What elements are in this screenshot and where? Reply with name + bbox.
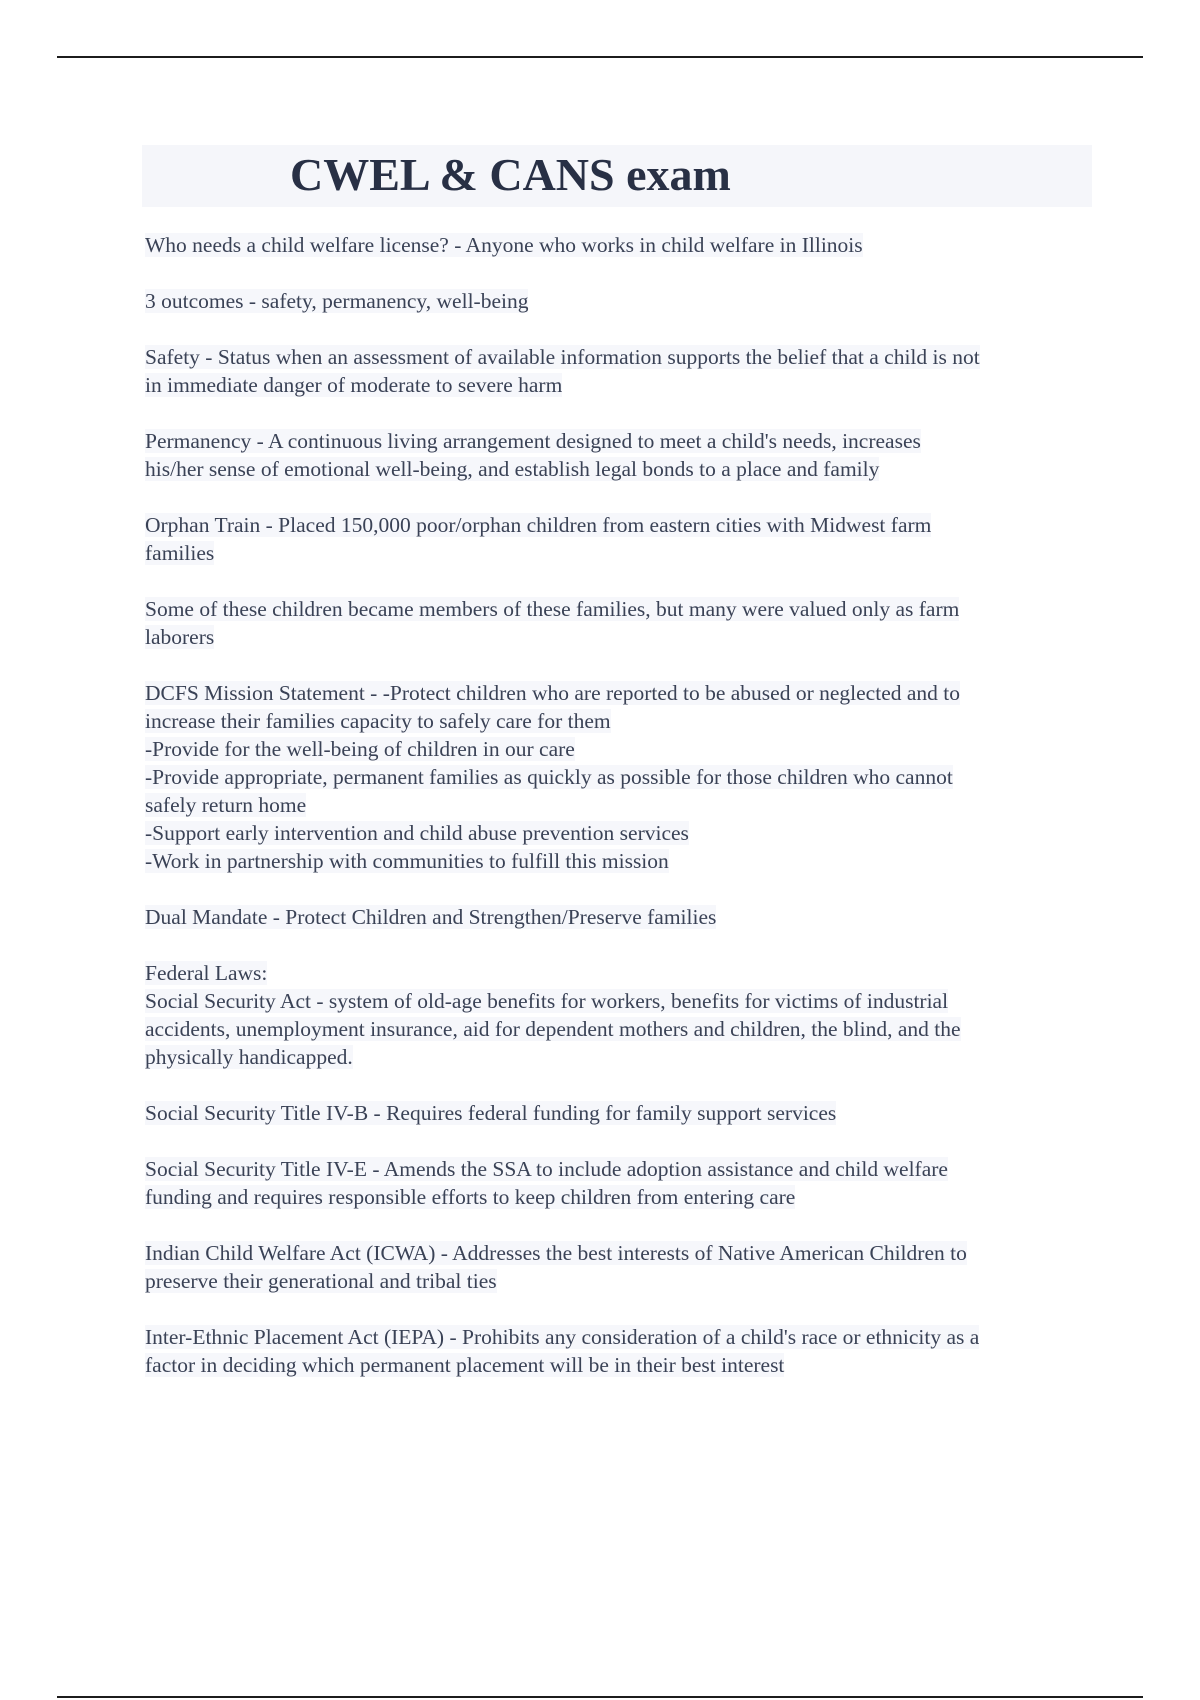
entry-orphan-train — [145, 511, 1095, 567]
entry-line: factor in deciding which permanent placement will be in their best interest — [145, 1353, 785, 1377]
entry-title-iv-e — [145, 1155, 1095, 1211]
entry-line: safely return home — [145, 793, 307, 817]
entry-line: Dual Mandate - Protect Children and Strengthen/Preserve families — [145, 905, 717, 929]
entry-line: his/her sense of emotional well-being, and establish legal bonds to a place and family — [145, 457, 880, 481]
entry-line: Some of these children became members of these families, but many were valued only as farm — [145, 597, 960, 621]
document-body — [145, 231, 1095, 1407]
entry-line: families — [145, 541, 215, 565]
entry-line: Orphan Train - Placed 150,000 poor/orphan children from eastern cities with Midwest farm — [145, 513, 932, 537]
entry-line: increase their families capacity to safely care for them — [145, 709, 611, 733]
entry-3-outcomes — [145, 287, 1095, 315]
entry-icwa — [145, 1239, 1095, 1295]
entry-dcfs-mission — [145, 679, 1095, 875]
entry-federal-laws — [145, 959, 1095, 1071]
entry-line: funding and requires responsible efforts to keep children from entering care — [145, 1185, 796, 1209]
entry-line: Social Security Title IV-E - Amends the SSA to include adoption assistance and child welfare — [145, 1157, 948, 1181]
entry-line: Social Security Act - system of old-age benefits for workers, benefits for victims of industrial — [145, 989, 949, 1013]
entry-line: -Provide for the well-being of children in our care — [145, 737, 575, 761]
entry-line: physically handicapped. — [145, 1045, 353, 1069]
entry-line: accidents, unemployment insurance, aid for dependent mothers and children, the blind, and the — [145, 1017, 961, 1041]
document-title: CWEL & CANS exam — [290, 149, 731, 200]
entry-line: -Support early intervention and child abuse prevention services — [145, 821, 689, 845]
entry-line: preserve their generational and tribal ties — [145, 1269, 497, 1293]
entry-line: laborers — [145, 625, 215, 649]
entry-line: Who needs a child welfare license? - Anyone who works in child welfare in Illinois — [145, 233, 863, 257]
entry-line: -Provide appropriate, permanent families as quickly as possible for those children who cannot — [145, 765, 953, 789]
entry-safety — [145, 343, 1095, 399]
entry-iepa — [145, 1323, 1095, 1379]
entry-line: Permanency - A continuous living arrangement designed to meet a child's needs, increases — [145, 429, 921, 453]
entry-line: DCFS Mission Statement - -Protect children who are reported to be abused or neglected and to — [145, 681, 961, 705]
entry-line: in immediate danger of moderate to severe harm — [145, 373, 563, 397]
entry-line: Social Security Title IV-B - Requires federal funding for family support services — [145, 1101, 837, 1125]
entry-line: Indian Child Welfare Act (ICWA) - Addresses the best interests of Native American Children to — [145, 1241, 967, 1265]
entry-permanency — [145, 427, 1095, 483]
entry-line: Safety - Status when an assessment of available information supports the belief that a child is not — [145, 345, 980, 369]
top-rule — [57, 56, 1143, 58]
entry-title-iv-b — [145, 1099, 1095, 1127]
entry-who-needs-license — [145, 231, 1095, 259]
entry-line: -Work in partnership with communities to fulfill this mission — [145, 849, 669, 873]
entry-line: 3 outcomes - safety, permanency, well-being — [145, 289, 529, 313]
entry-line: Federal Laws: — [145, 961, 268, 985]
bottom-rule — [57, 1696, 1143, 1698]
entry-line: Inter-Ethnic Placement Act (IEPA) - Prohibits any consideration of a child's race or ethnicity as a — [145, 1325, 980, 1349]
entry-farm-laborers — [145, 595, 1095, 651]
entry-dual-mandate — [145, 903, 1095, 931]
